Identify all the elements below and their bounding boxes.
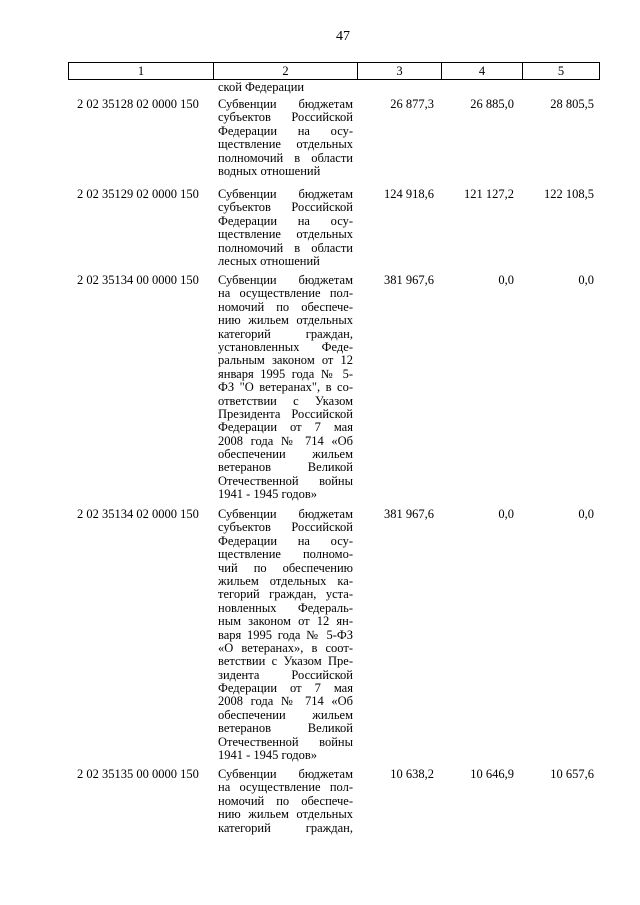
description-line: Федерации на осу- bbox=[218, 533, 353, 548]
value-column-4: 0,0 bbox=[498, 273, 514, 287]
description-line: ным законом от 12 ян- bbox=[218, 614, 353, 629]
budget-code: 2 02 35134 02 0000 150 bbox=[77, 507, 199, 521]
description-line: 2008 года № 714 «Об bbox=[218, 694, 353, 709]
row-description bbox=[218, 188, 353, 268]
description-line: категорий граждан, bbox=[218, 820, 353, 835]
budget-code: 2 02 35128 02 0000 150 bbox=[77, 97, 199, 111]
description-line: тегорий граждан, уста- bbox=[218, 587, 353, 602]
description-line: Отечественной войны bbox=[218, 473, 353, 488]
description-line: нию жильем отдельных bbox=[218, 807, 353, 822]
continuation-text: ской Федерации bbox=[218, 80, 305, 94]
value-column-5: 10 657,6 bbox=[550, 767, 594, 781]
description-line: «О ветеранах», в соот- bbox=[218, 640, 353, 655]
value-column-5: 0,0 bbox=[578, 507, 594, 521]
value-column-4: 10 646,9 bbox=[470, 767, 514, 781]
description-line: 2008 года № 714 «Об bbox=[218, 433, 353, 448]
description-line: субъектов Российской bbox=[218, 110, 353, 125]
value-column-4: 26 885,0 bbox=[470, 97, 514, 111]
description-line: Отечественной войны bbox=[218, 734, 353, 749]
description-line: обеспечении жильем bbox=[218, 707, 353, 722]
value-column-3: 26 877,3 bbox=[390, 97, 434, 111]
description-line: субъектов Российской bbox=[218, 520, 353, 535]
row-description bbox=[218, 274, 353, 502]
description-line: нию жильем отдельных bbox=[218, 313, 353, 328]
description-line: на осуществление пол- bbox=[218, 286, 353, 301]
description-line: Субвенции бюджетам bbox=[218, 507, 353, 521]
description-line: 1941 - 1945 годов» bbox=[218, 487, 318, 502]
description-line: варя 1995 года № 5-ФЗ bbox=[218, 627, 353, 642]
value-column-3: 381 967,6 bbox=[384, 507, 434, 521]
description-line: Президента Российской bbox=[218, 406, 353, 421]
description-line: категорий граждан, bbox=[218, 326, 353, 341]
description-line: полномочий в области bbox=[218, 150, 353, 165]
description-line: субъектов Российской bbox=[218, 200, 353, 215]
description-line: лесных отношений bbox=[218, 253, 320, 268]
description-line: Федерации на осу- bbox=[218, 123, 353, 138]
description-line: жильем отдельных ка- bbox=[218, 573, 353, 588]
description-line: водных отношений bbox=[218, 163, 321, 178]
value-column-5: 0,0 bbox=[578, 273, 594, 287]
description-line: новленных Федераль- bbox=[218, 600, 353, 615]
description-line: на осуществление пол- bbox=[218, 780, 353, 795]
value-column-3: 124 918,6 bbox=[384, 187, 434, 201]
description-line: чий по обеспечению bbox=[218, 560, 353, 575]
description-line: ФЗ "О ветеранах", в со- bbox=[218, 380, 353, 395]
description-line: ответствии с Указом bbox=[218, 393, 353, 408]
value-column-4: 0,0 bbox=[498, 507, 514, 521]
description-line: номочий по обеспече- bbox=[218, 299, 353, 314]
header-cell-4: 4 bbox=[441, 62, 522, 80]
description-line: Федерации на осу- bbox=[218, 213, 353, 228]
description-line: ществление полномо- bbox=[218, 547, 353, 562]
description-line: Субвенции бюджетам bbox=[218, 273, 353, 287]
budget-code: 2 02 35135 00 0000 150 bbox=[77, 767, 199, 781]
description-line: января 1995 года № 5- bbox=[218, 366, 353, 381]
value-column-5: 28 805,5 bbox=[550, 97, 594, 111]
description-line: зидента Российской bbox=[218, 667, 353, 682]
description-line: установленных Феде- bbox=[218, 339, 353, 354]
page-number: 47 bbox=[336, 29, 350, 44]
description-line: обеспечении жильем bbox=[218, 447, 353, 462]
description-line: ществление отдельных bbox=[218, 227, 353, 242]
value-column-3: 10 638,2 bbox=[390, 767, 434, 781]
budget-code: 2 02 35129 02 0000 150 bbox=[77, 187, 199, 201]
value-column-4: 121 127,2 bbox=[464, 187, 514, 201]
description-line: Субвенции бюджетам bbox=[218, 187, 353, 201]
description-line: ветеранов Великой bbox=[218, 721, 353, 736]
value-column-5: 122 108,5 bbox=[544, 187, 594, 201]
row-description bbox=[218, 508, 353, 762]
row-description bbox=[218, 98, 353, 178]
header-cell-3: 3 bbox=[357, 62, 441, 80]
description-line: ральным законом от 12 bbox=[218, 353, 353, 368]
header-cell-2: 2 bbox=[213, 62, 357, 80]
description-line: Субвенции бюджетам bbox=[218, 97, 353, 111]
description-line: ществление отдельных bbox=[218, 137, 353, 152]
description-line: Федерации от 7 мая bbox=[218, 681, 353, 696]
budget-code: 2 02 35134 00 0000 150 bbox=[77, 273, 199, 287]
row-description bbox=[218, 768, 353, 835]
description-line: Субвенции бюджетам bbox=[218, 767, 353, 781]
description-line: ветеранов Великой bbox=[218, 460, 353, 475]
description-line: номочий по обеспече- bbox=[218, 793, 353, 808]
description-line: Федерации от 7 мая bbox=[218, 420, 353, 435]
header-cell-5: 5 bbox=[522, 62, 600, 80]
description-line: ветствии с Указом Пре- bbox=[218, 654, 353, 669]
table-header bbox=[68, 62, 600, 80]
value-column-3: 381 967,6 bbox=[384, 273, 434, 287]
description-line: 1941 - 1945 годов» bbox=[218, 748, 318, 763]
header-cell-1: 1 bbox=[68, 62, 213, 80]
description-line: полномочий в области bbox=[218, 240, 353, 255]
